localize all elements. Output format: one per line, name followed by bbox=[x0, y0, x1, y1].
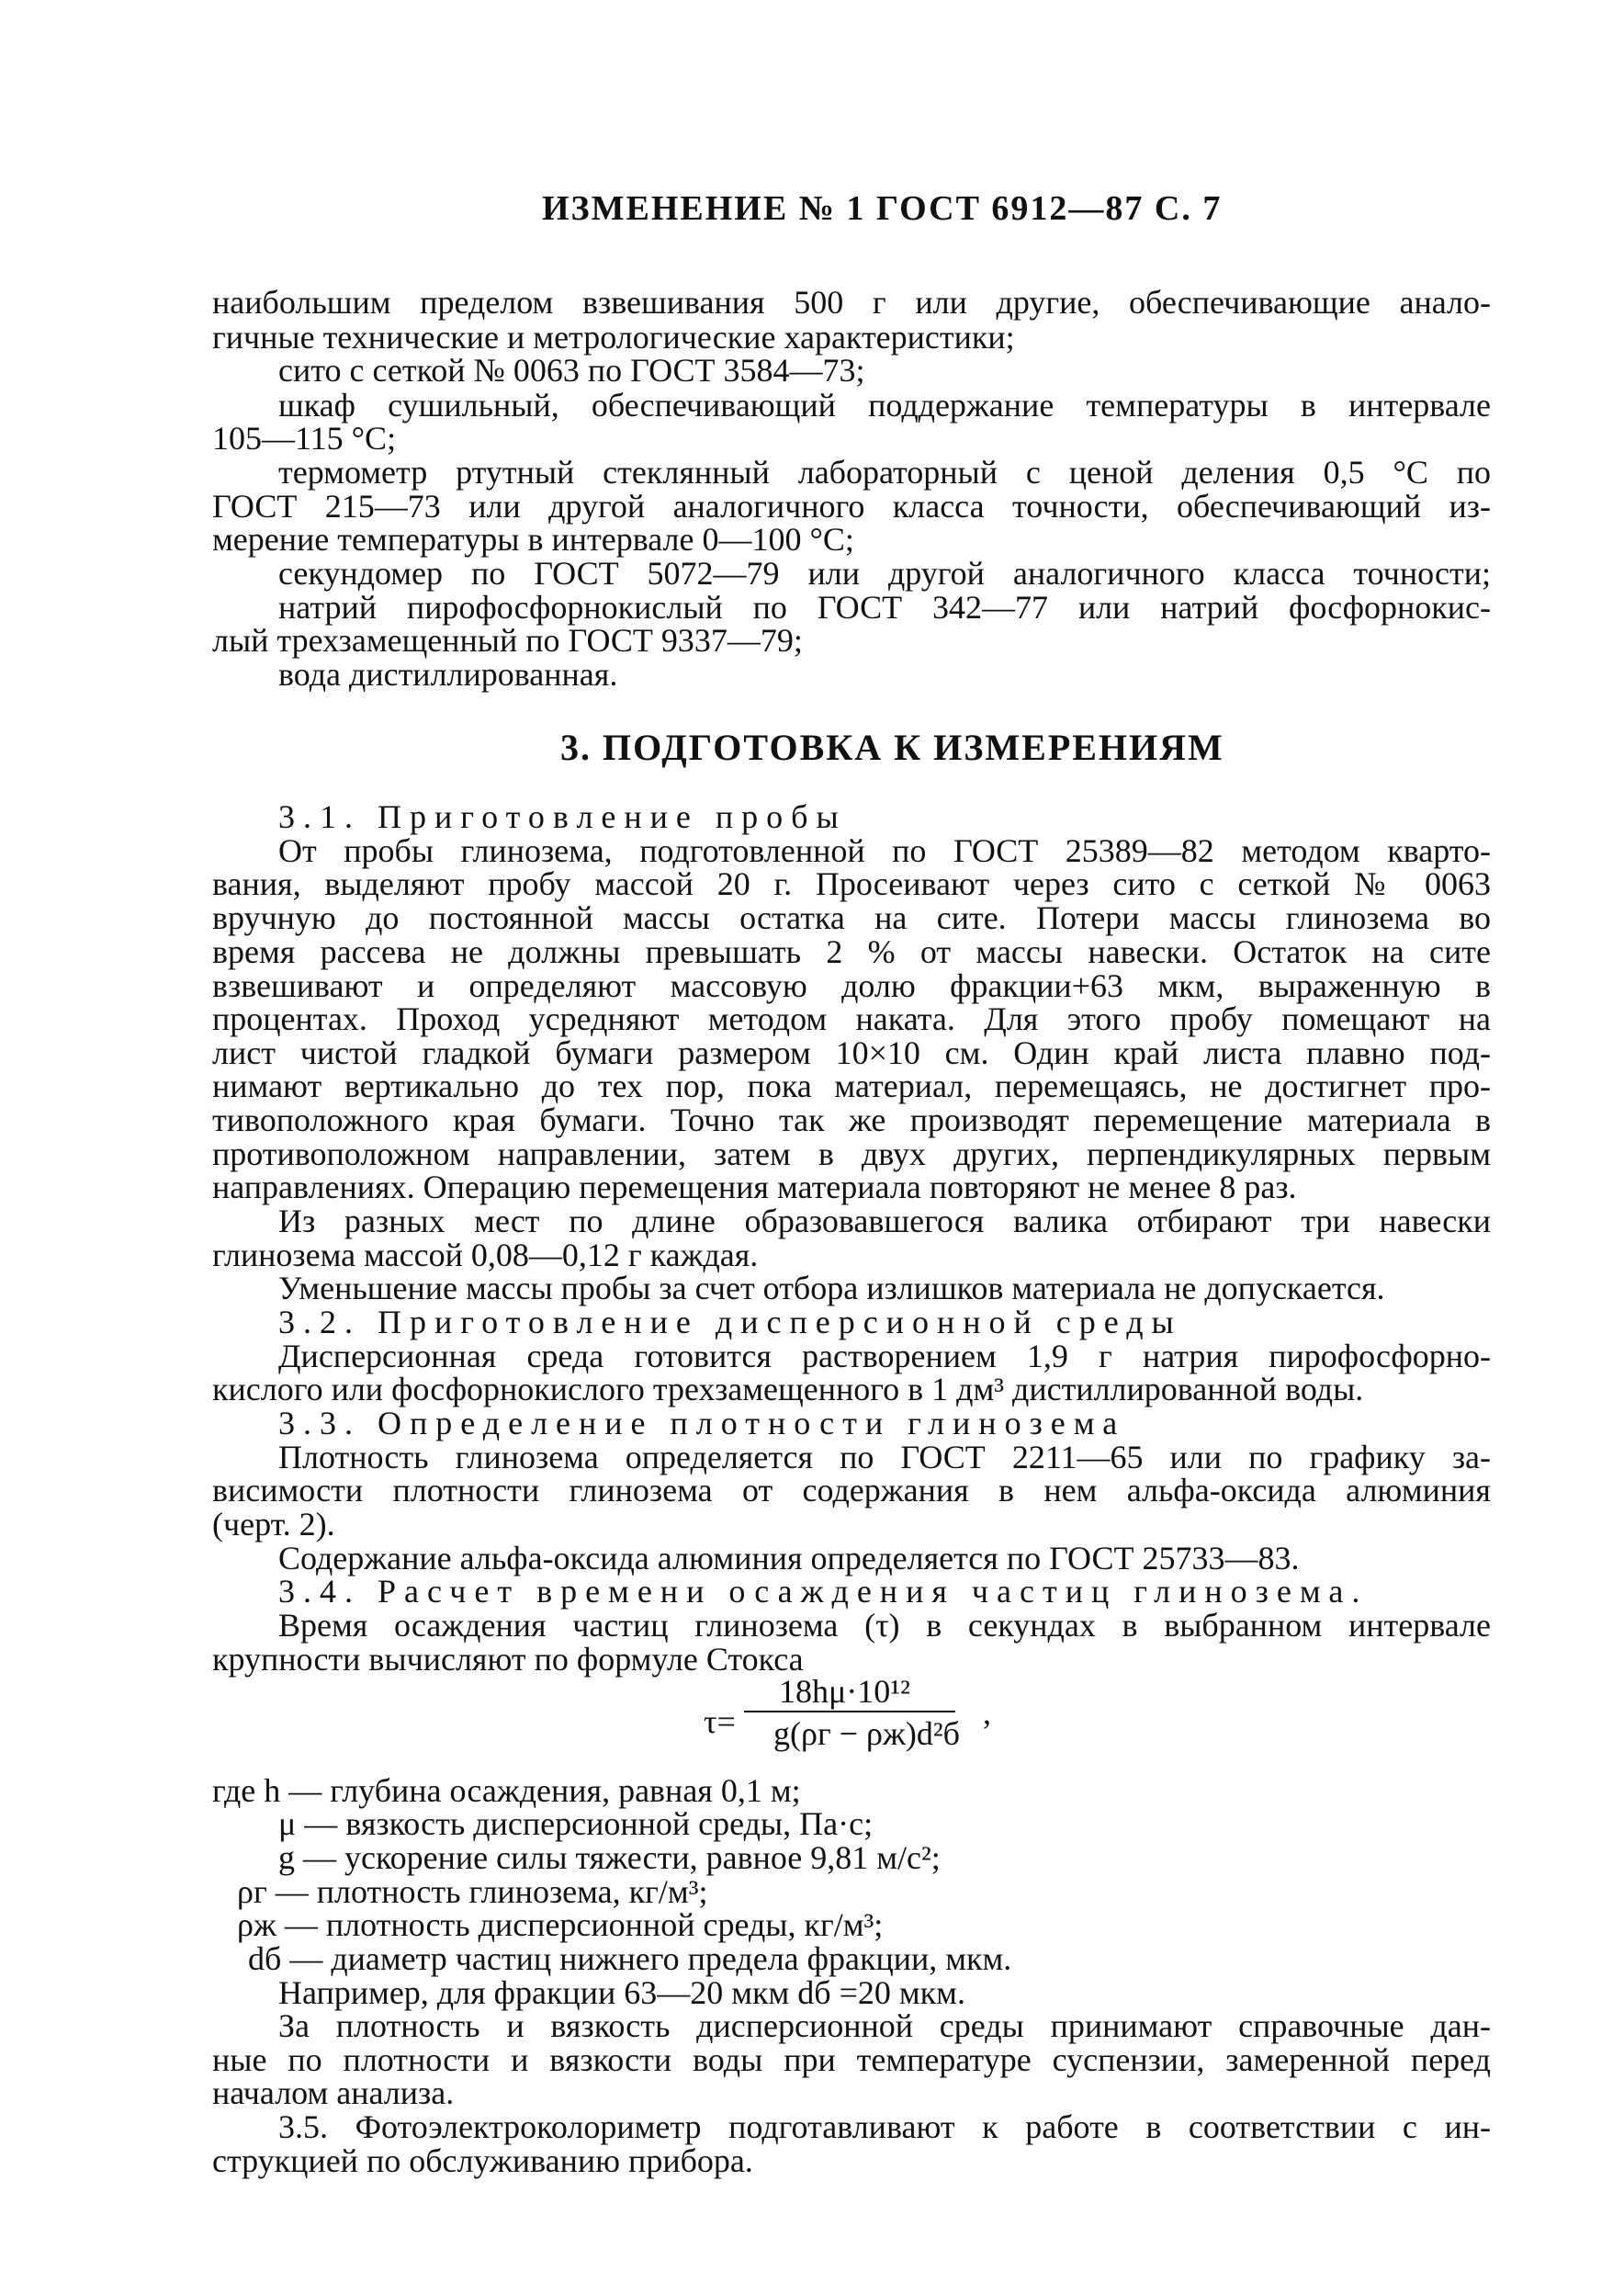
subsection-3-3-heading: 3.3. Определение плотности глинозема bbox=[278, 1405, 1126, 1441]
body-line: Время осаждения частиц глинозема (τ) в секундах в выбранном интервале bbox=[278, 1607, 1491, 1644]
where-line: Например, для фракции 63—20 мкм dб =20 мкм. bbox=[278, 1974, 965, 2011]
body-line: взвешивают и определяют массовую долю фракции+63 мкм, выраженную в bbox=[212, 967, 1491, 1004]
intro-line-8: мерение температуры в интервале 0—100 °С; bbox=[212, 521, 854, 558]
intro-line-5: 105—115 °С; bbox=[212, 420, 397, 457]
intro-line-2: гичные технические и метрологические характеристики; bbox=[212, 319, 1015, 356]
intro-line-11: лый трехзамещенный по ГОСТ 9337—79; bbox=[212, 622, 803, 659]
intro-line-12: вода дистиллированная. bbox=[278, 656, 618, 693]
closing-line: За плотность и вязкость дисперсионной среды принимают справочные дан- bbox=[278, 2007, 1491, 2044]
fraction-bar bbox=[744, 1711, 955, 1712]
body-line: кислого или фосфорнокислого трехзамещенного в 1 дм³ дистиллированной воды. bbox=[212, 1371, 1364, 1407]
body-line: крупности вычисляют по формуле Стокса bbox=[212, 1641, 804, 1678]
body-line: От пробы глинозема, подготовленной по ГОСТ 25389—82 методом кварто- bbox=[278, 832, 1491, 869]
intro-line-4: шкаф сушильный, обеспечивающий поддержание температуры в интервале bbox=[278, 387, 1491, 424]
formula-lhs: τ= bbox=[704, 1703, 736, 1740]
page-header: ИЗМЕНЕНИЕ № 1 ГОСТ 6912—87 С. 7 bbox=[542, 189, 1223, 228]
intro-line-6: термометр ртутный стеклянный лабораторный с ценой деления 0,5 °С по bbox=[278, 454, 1491, 491]
where-line: g — ускорение силы тяжести, равное 9,81 м/с²; bbox=[278, 1839, 941, 1876]
body-line: вания, выделяют пробу массой 20 г. Просеивают через сито с сеткой № 0063 bbox=[212, 865, 1491, 902]
body-line: процентах. Проход усредняют методом наката. Для этого пробу помещают на bbox=[212, 1000, 1491, 1037]
closing-line: 3.5. Фотоэлектроколориметр подготавливают к работе в соответствии с ин- bbox=[278, 2108, 1491, 2145]
closing-line: ные по плотности и вязкости воды при температуре суспензии, замеренной перед bbox=[212, 2041, 1491, 2078]
body-line: Из разных мест по длине образовавшегося валика отбирают три навески bbox=[278, 1203, 1491, 1239]
body-line: глинозема массой 0,08—0,12 г каждая. bbox=[212, 1237, 759, 1273]
intro-line-1: наибольшим пределом взвешивания 500 г или другие, обеспечивающие анало- bbox=[212, 284, 1491, 321]
section-title: 3. ПОДГОТОВКА К ИЗМЕРЕНИЯМ bbox=[560, 727, 1224, 768]
body-line: висимости плотности глинозема от содержания в нем альфа-оксида алюминия bbox=[212, 1472, 1491, 1509]
where-line: μ — вязкость дисперсионной среды, Па·с; bbox=[278, 1805, 874, 1842]
intro-line-10: натрий пирофосфорнокислый по ГОСТ 342—77 или натрий фосфорнокис- bbox=[278, 589, 1491, 626]
body-line: нимают вертикально до тех пор, пока материал, перемещаясь, не достигнет про- bbox=[212, 1068, 1491, 1104]
subsection-3-2-heading: 3.2. Приготовление дисперсионной среды bbox=[278, 1304, 1182, 1340]
body-line: лист чистой гладкой бумаги размером 10×10 см. Один край листа плавно под- bbox=[212, 1034, 1491, 1071]
body-line: время рассева не должны превышать 2 % от массы навески. Остаток на сите bbox=[212, 933, 1491, 970]
formula-denominator: g(ρг − ρж)d²б bbox=[773, 1715, 960, 1752]
subsection-3-1-heading: 3.1. Приготовление пробы bbox=[278, 798, 847, 835]
body-line: (черт. 2). bbox=[212, 1506, 335, 1543]
closing-line: струкцией по обслуживанию прибора. bbox=[212, 2142, 753, 2179]
closing-line: началом анализа. bbox=[212, 2074, 455, 2111]
body-line: направлениях. Операцию перемещения материала повторяют не менее 8 раз. bbox=[212, 1169, 1297, 1205]
where-line: ρж — плотность дисперсионной среды, кг/м³; bbox=[237, 1906, 884, 1943]
body-line: противоположном направлении, затем в двух других, перпендикулярных первым bbox=[212, 1136, 1491, 1172]
subsection-3-4-heading: 3.4. Расчет времени осаждения частиц глинозема. bbox=[278, 1573, 1369, 1610]
formula-numerator: 18hμ·10¹² bbox=[779, 1673, 910, 1710]
body-line: Содержание альфа-оксида алюминия определяется по ГОСТ 25733—83. bbox=[278, 1540, 1300, 1576]
intro-line-3: сито с сеткой № 0063 по ГОСТ 3584—73; bbox=[278, 352, 865, 389]
formula-tail: , bbox=[983, 1694, 991, 1731]
body-line: тивоположного края бумаги. Точно так же производят перемещение материала в bbox=[212, 1102, 1491, 1138]
where-line: ρг — плотность глинозема, кг/м³; bbox=[237, 1873, 708, 1910]
intro-line-7: ГОСТ 215—73 или другой аналогичного класса точности, обеспечивающий из- bbox=[212, 488, 1491, 525]
intro-line-9: секундомер по ГОСТ 5072—79 или другой аналогичного класса точности; bbox=[278, 555, 1491, 592]
where-line: dб — диаметр частиц нижнего предела фракции, мкм. bbox=[248, 1940, 1012, 1977]
where-line: где h — глубина осаждения, равная 0,1 м; bbox=[212, 1772, 801, 1809]
body-line: вручную до постоянной массы остатка на сите. Потери массы глинозема во bbox=[212, 899, 1491, 936]
body-line: Уменьшение массы пробы за счет отбора излишков материала не допускается. bbox=[278, 1270, 1385, 1306]
body-line: Дисперсионная среда готовится растворением 1,9 г натрия пирофосфорно- bbox=[278, 1338, 1491, 1374]
body-line: Плотность глинозема определяется по ГОСТ 2211—65 или по графику за- bbox=[278, 1439, 1491, 1475]
